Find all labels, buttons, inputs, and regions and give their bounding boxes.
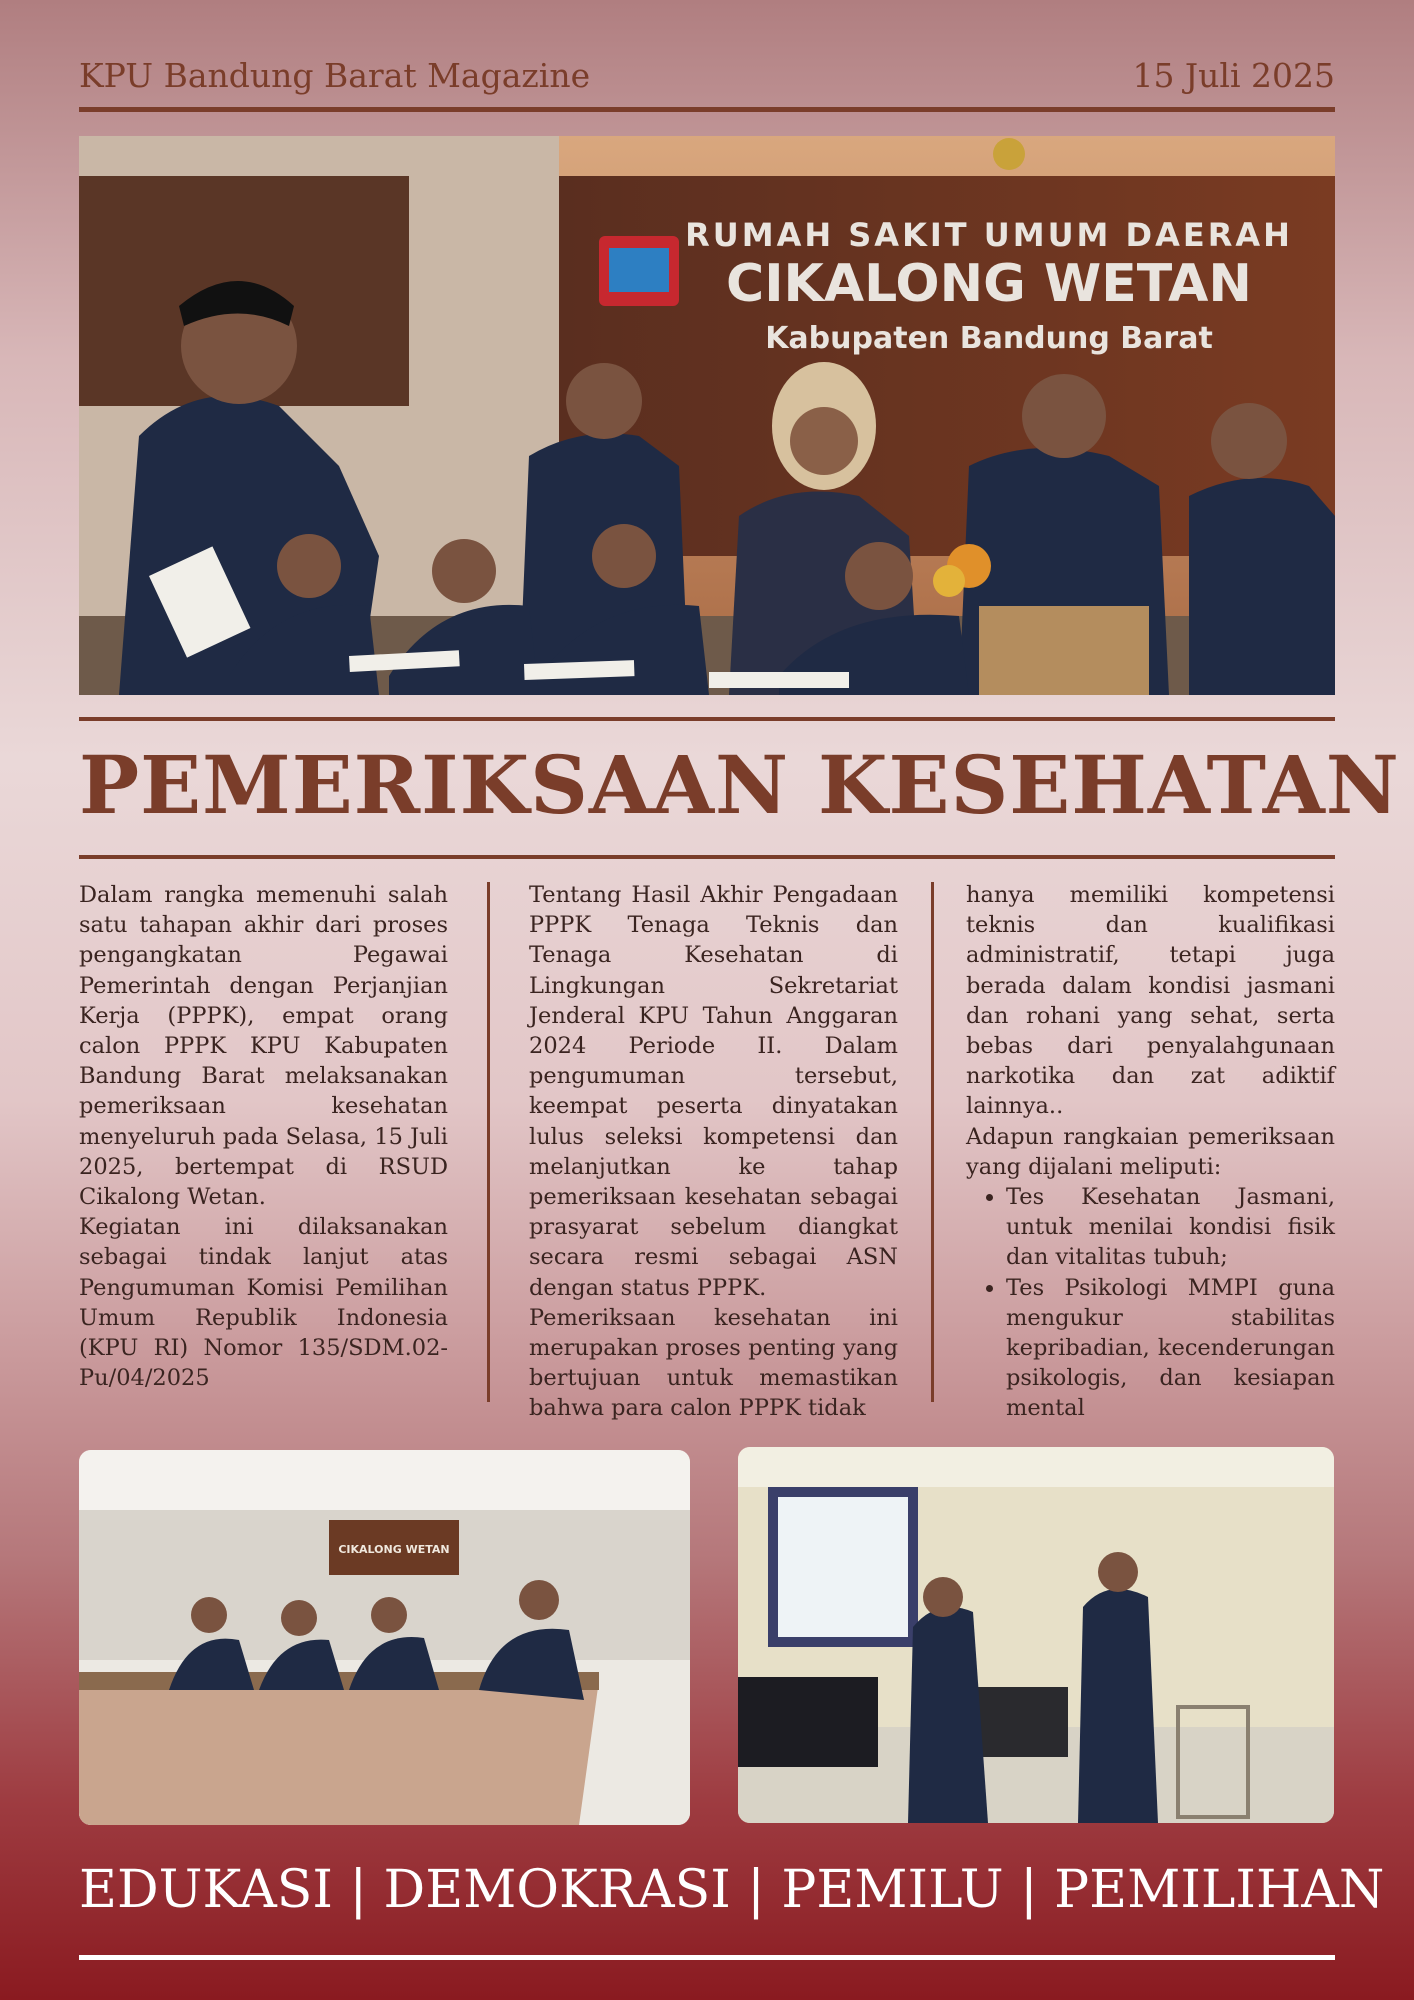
column-2	[529, 880, 898, 1424]
article-body	[79, 880, 1335, 1422]
paragraph: Kegiatan ini dilaksanakan sebagai tindak lanjut atas Pengumuman Komisi Pemilihan Umum Republik Indonesia (KPU RI) Nomor 135/SDM.02-Pu/04/2025	[79, 1214, 448, 1392]
column-divider	[487, 882, 490, 1402]
column-1	[79, 880, 448, 1393]
paragraph: Pemeriksaan kesehatan ini merupakan proses penting yang bertujuan untuk memastikan bahwa para calon PPPK tidak	[529, 1304, 898, 1422]
title-rule-bottom	[79, 855, 1335, 859]
paragraph: Dalam rangka memenuhi salah satu tahapan akhir dari proses pengangkatan Pegawai Pemerintah dengan Perjanjian Kerja (PPPK), empat orang calon PPPK KPU Kabupaten Bandung Barat melaksanakan pemeriksaan kesehatan menyeluruh pada Selasa, 15 Juli 2025, bertempat di RSUD Cikalong Wetan.	[79, 882, 448, 1211]
exam-list	[966, 1182, 1335, 1424]
photo-right	[738, 1447, 1334, 1823]
article-title: PEMERIKSAAN KESEHATAN	[79, 738, 1400, 832]
list-item: • Tes Kesehatan Jasmani, untuk menilai kondisi fisik dan vitalitas tubuh;	[1006, 1182, 1335, 1273]
issue-date: 15 Juli 2025	[1132, 55, 1335, 95]
footer-rule	[79, 1955, 1335, 1960]
magazine-name: KPU Bandung Barat Magazine	[79, 55, 591, 95]
title-rule-top	[79, 717, 1335, 721]
hero-sign-line3: Kabupaten Bandung Barat	[765, 321, 1213, 356]
paragraph: Tentang Hasil Akhir Pengadaan PPPK Tenaga Teknis dan Tenaga Kesehatan di Lingkungan Sekretariat Jenderal KPU Tahun Anggaran 2024 Periode II. Dalam pengumuman tersebut, keempat peserta dinyatakan lulus seleksi kompetensi dan melanjutkan ke tahap pemeriksaan kesehatan sebagai prasyarat sebelum diangkat secara resmi sebagai ASN dengan status PPPK.	[529, 882, 898, 1301]
hero-sign-line2: CIKALONG WETAN	[726, 254, 1252, 314]
list-item: • Tes Psikologi MMPI guna mengukur stabilitas kepribadian, kecenderungan psikologis, dan kesiapan mental	[1006, 1273, 1335, 1424]
photo-left-sign: CIKALONG WETAN	[338, 1543, 450, 1556]
hero-photo	[79, 136, 1335, 695]
masthead	[79, 50, 1335, 100]
paragraph: hanya memiliki kompetensi teknis dan kualifikasi administratif, tetapi juga berada dalam kondisi jasmani dan rohani yang sehat, serta bebas dari penyalahgunaan narkotika dan zat adiktif lainnya..	[966, 882, 1335, 1120]
column-3	[966, 880, 1335, 1424]
paragraph: Adapun rangkaian pemeriksaan yang dijalani meliputi:	[966, 1123, 1335, 1180]
hero-sign-line1: RUMAH SAKIT UMUM DAERAH	[685, 216, 1293, 254]
photo-left	[79, 1450, 690, 1825]
header-rule	[79, 107, 1335, 112]
column-divider	[931, 882, 934, 1402]
tagline: EDUKASI | DEMOKRASI | PEMILU | PEMILIHAN	[79, 1860, 1385, 1920]
